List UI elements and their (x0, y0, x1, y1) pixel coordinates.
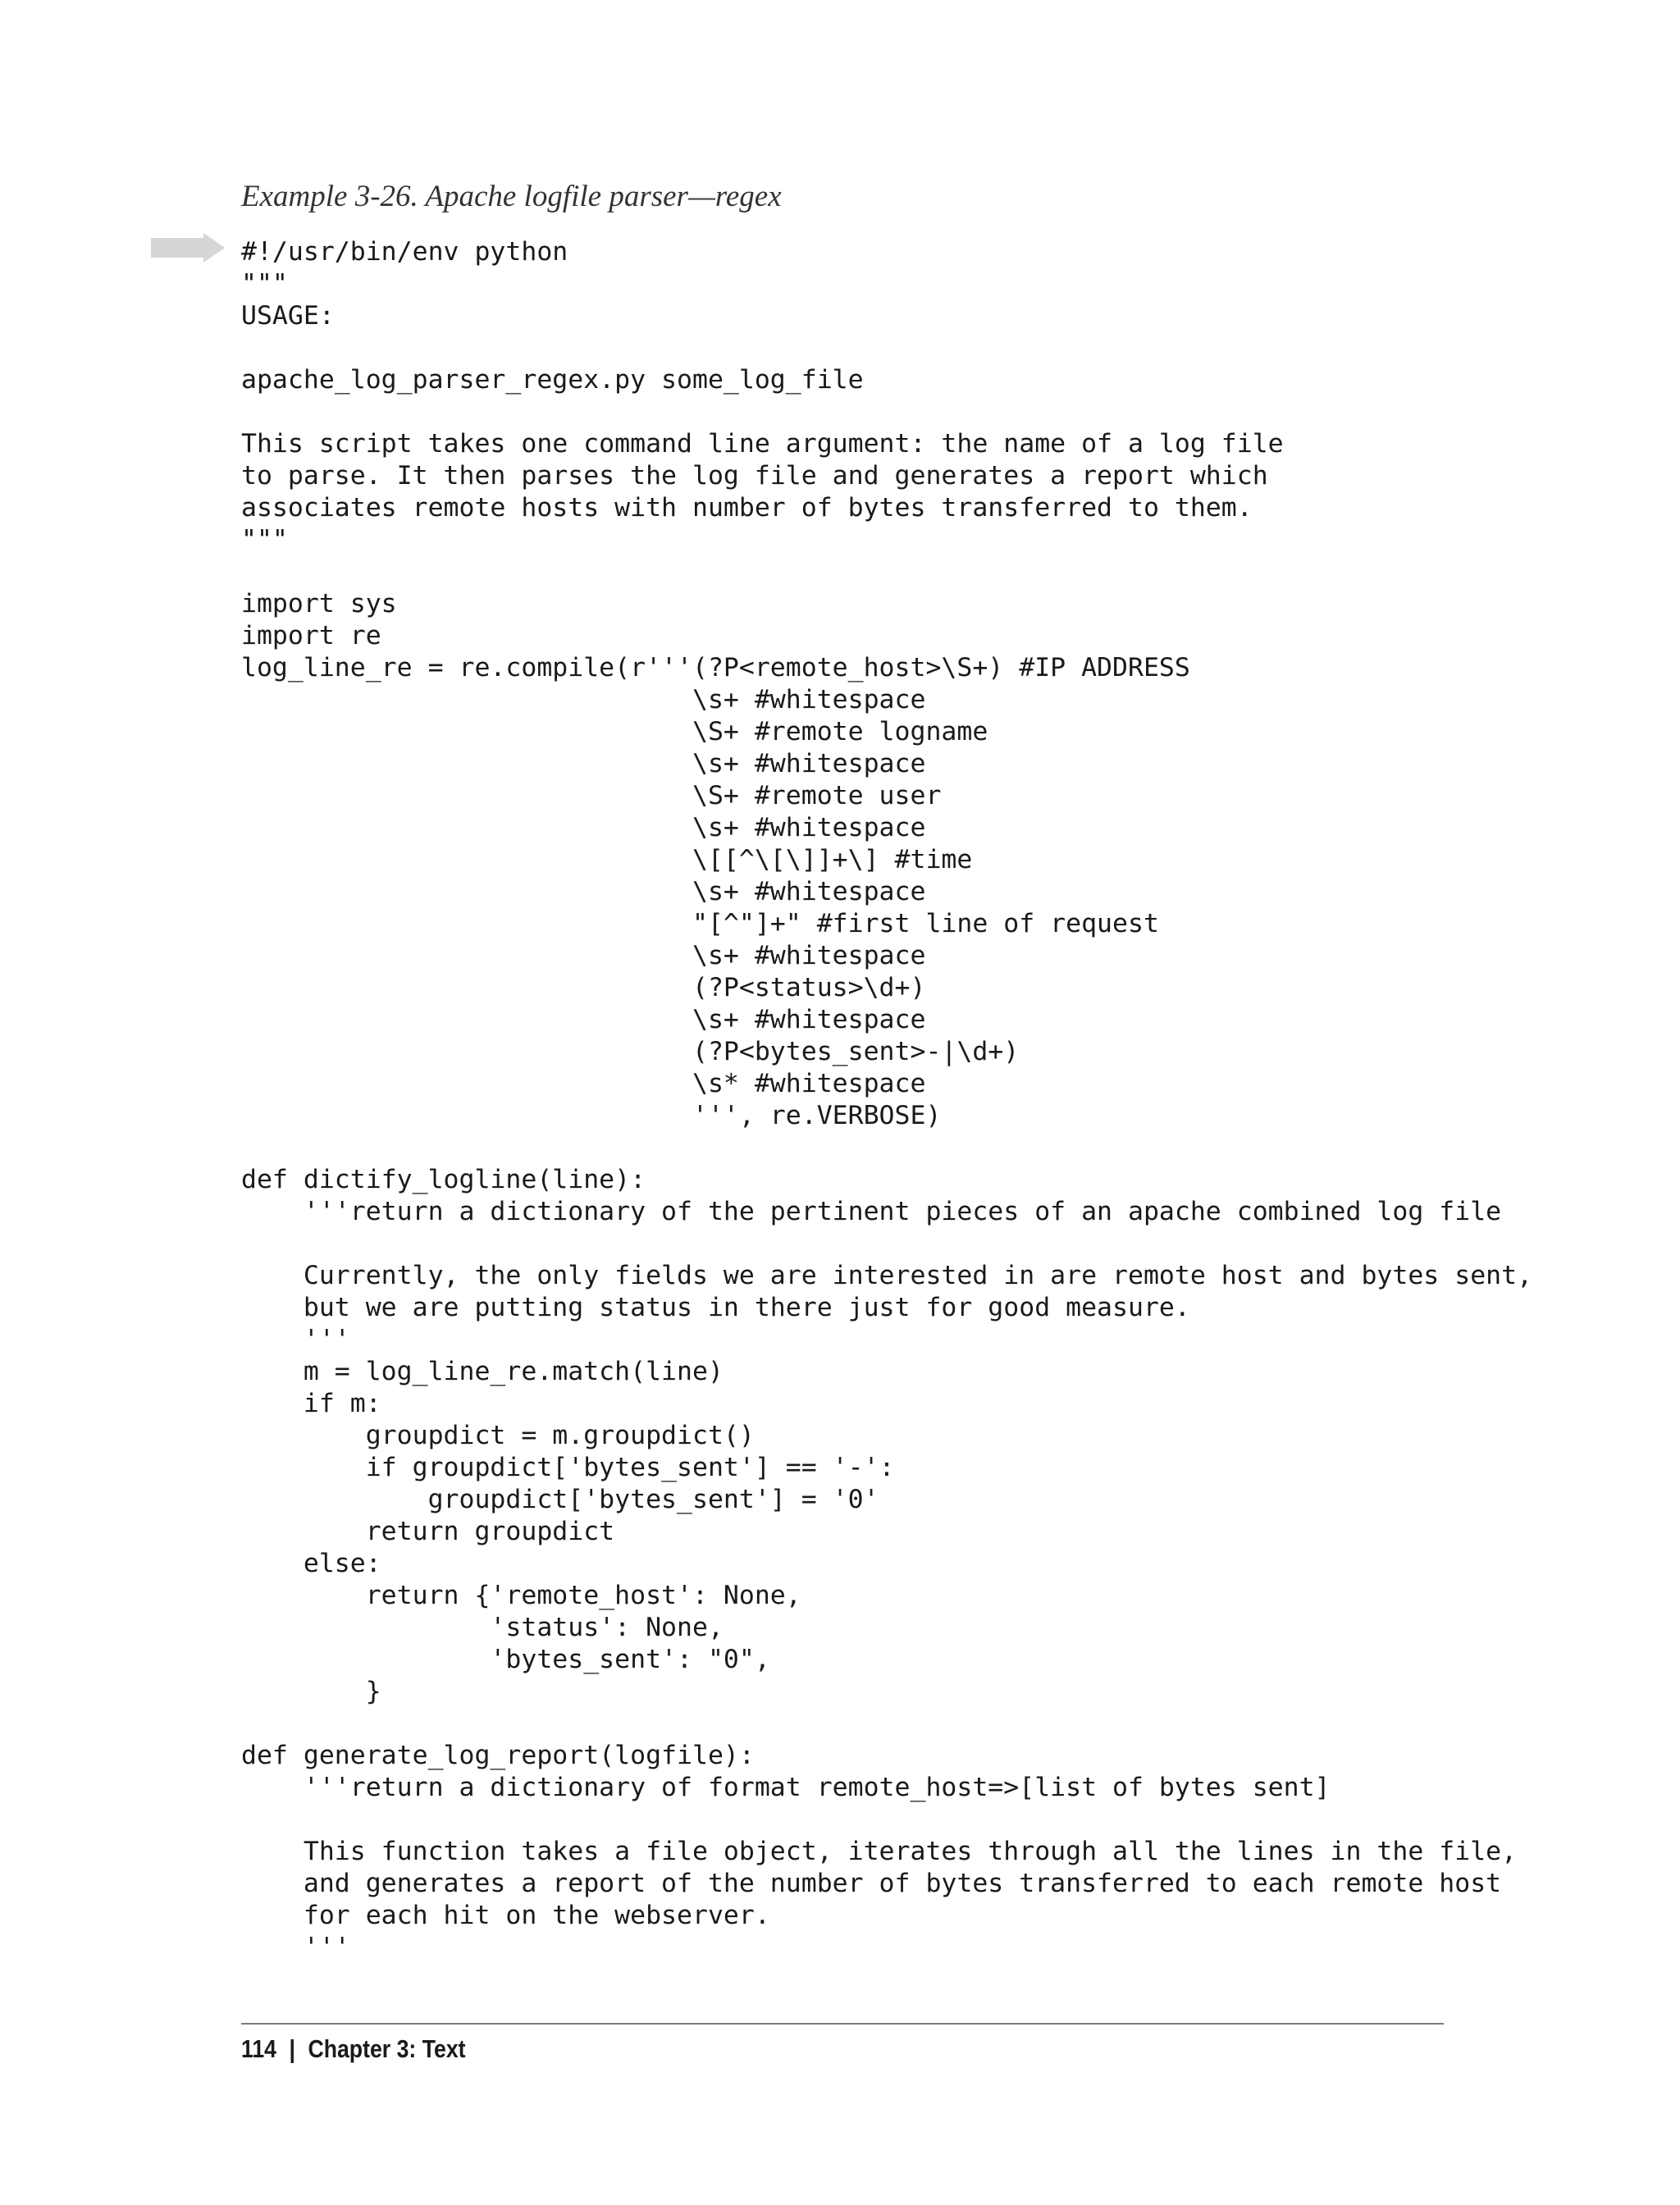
footer-separator: | (289, 2034, 295, 2063)
chapter-title: Chapter 3: Text (308, 2034, 466, 2063)
page-number: 114 (241, 2034, 277, 2063)
example-caption: Example 3-26. Apache logfile parser—regex (241, 180, 782, 213)
page-footer (241, 2034, 466, 2064)
code-listing: #!/usr/bin/env python """ USAGE: apache_log_parser_regex.py some_log_file This script takes one command line argument: the name of a log file to parse. It then parses the log file and generates a report which associates remote hosts with number of bytes transferred to them. """ import sys import re log_line_re = re.compile(r'''(?P<remote_host>\S+) #IP ADDRESS \s+ #whitespace \S+ #remote logname \s+ #whitespace \S+ #remote user \s+ #whitespace \[[^\[\]]+\] #time \s+ #whitespace "[^"]+" #first line of request \s+ #whitespace (?P<status>\d+) \s+ #whitespace (?P<bytes_sent>-|\d+) \s* #whitespace ''', re.VERBOSE) def dictify_logline(line): '''return a dictionary of the pertinent pieces of an apache combined log file Currently, the only fields we are interested in are remote host and bytes sent, but we are putting status in there just for good measure. ''' m = log_line_re.match(line) if m: groupdict = m.groupdict() if groupdict['bytes_sent'] == '-': groupdict['bytes_sent'] = '0' return groupdict else: return {'remote_host': None, 'status': None, 'bytes_sent': "0", } def generate_log_report(logfile): '''return a dictionary of format remote_host=>[list of bytes sent] This function takes a file object, iterates through all the lines in the file, and generates a report of the number of bytes transferred to each remote host for each hit on the webserver. ''' (241, 237, 1533, 1962)
right-arrow-icon (151, 233, 225, 262)
footer-rule (241, 2023, 1444, 2025)
